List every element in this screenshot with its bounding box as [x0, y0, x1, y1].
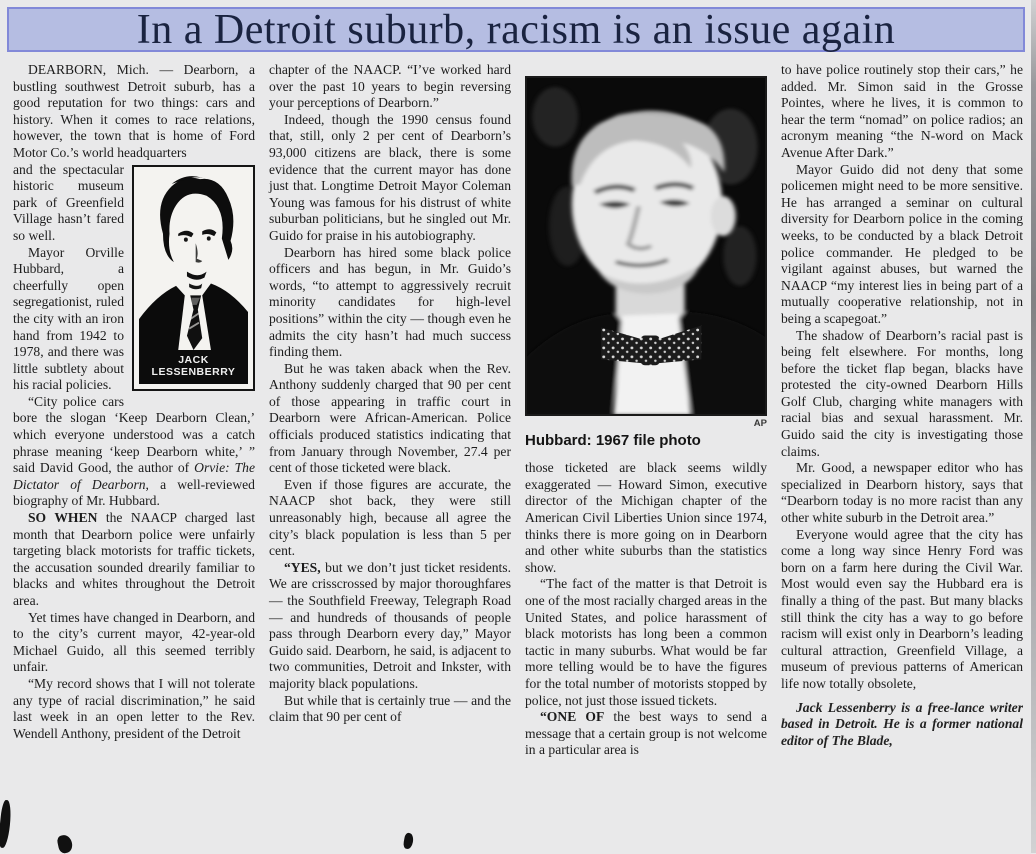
paragraph — [13, 510, 255, 610]
paragraph — [781, 328, 1023, 461]
hubbard-portrait-image — [525, 76, 767, 416]
paragraph — [525, 576, 767, 709]
paragraph-text: The shadow of Dearborn’s racial past is being felt elsewhere. For months, long before the ticket flap began, blacks have protested the city-owned Dearborn Hills Golf Club, charging white managers with racial bias and sexual harassment. Mr. Guido said the city is investigating those claims. — [781, 327, 1023, 459]
paragraph-text: Indeed, though the 1990 census found that, still, only 2 per cent of Dearborn’s 93,000 citizens are black, there is some evidence that the current mayor has done just that. Longtime Detroit Mayor Coleman Young was famous for his distrust of white suburban politicians, but he singled out Mr. Guido for praise in his autobiography. — [269, 111, 511, 243]
scan-edge — [1031, 0, 1036, 853]
author-inset-photo — [132, 165, 255, 391]
hubbard-photo-figure — [525, 76, 767, 449]
paragraph — [269, 361, 511, 477]
paragraph — [13, 610, 255, 676]
column-2 — [269, 62, 511, 850]
author-bio — [781, 700, 1023, 750]
paragraph-text: but we don’t just ticket residents. We are crisscrossed by major thoroughfares — the Southfield Freeway, Telegraph Road — and hundreds of thousands of people pass through Dearborn every day,” Mayor Guido said. Dearborn, he said, is adjacent to two communities, Detroit and Inkster, with majority black populations. — [269, 559, 511, 691]
paragraph-text: “City police cars bore the slogan ‘Keep Dearborn Clean,’ which everyone understood was a catch phrase meaning ‘keep Dearborn white,’ ” said David Good, the author of — [13, 393, 255, 476]
column-3 — [525, 62, 767, 850]
paragraph-text: But he was taken aback when the Rev. Anthony suddenly charged that 90 per cent of those appearing in traffic court in Dearborn were African-American. Police officials produced statistics indicating that from January through November, 27.4 per cent of those ticketed were black. — [269, 360, 511, 476]
paragraph-text: to have police routinely stop their cars,” he added. Mr. Simon said in the Grosse Pointes, where he lives, it is common to hear the term “nomad” on police radios; an acronym meaning “the N-word on Mack Avenue After Dark.” — [781, 62, 1023, 160]
paragraph — [269, 693, 511, 726]
paragraph-text: DEARBORN, Mich. — Dearborn, a bustling southwest Detroit suburb, has a good reputation for two things: cars and history. When it comes to race relations, however, the town that is home of Ford Motor Co.’s world headquarters — [13, 62, 255, 160]
headline-banner — [7, 7, 1025, 52]
author-portrait-image — [139, 172, 248, 350]
column-1 — [13, 62, 255, 850]
column-4 — [781, 62, 1023, 850]
paragraph — [269, 112, 511, 245]
article-headline: In a Detroit suburb, racism is an issue again — [136, 6, 896, 53]
paragraph-text: , a well-reviewed biography of Mr. Hubbard. — [13, 476, 255, 509]
paragraph — [13, 676, 255, 742]
bold-lead-in: “ONE OF — [540, 709, 605, 725]
paragraph — [781, 527, 1023, 693]
paragraph — [781, 162, 1023, 328]
paragraph — [781, 460, 1023, 526]
paragraph-text: But while that is certainly true — and the claim that 90 per cent of — [269, 692, 511, 725]
bold-lead-in: “YES, — [284, 559, 321, 575]
paragraph — [269, 560, 511, 693]
author-bio-text: Jack Lessenberry is a free-lance writer based in Detroit. He is a former national editor of The Blade, — [781, 699, 1023, 748]
author-name-line2: LESSENBERRY — [151, 366, 236, 379]
paragraph — [525, 460, 767, 576]
author-name-line1: JACK — [178, 353, 209, 366]
paragraph-text: Yet times have changed in Dearborn, and to the city’s current mayor, 42-year-old Michael Guido, all this seemed terribly unfair. — [13, 609, 255, 675]
paragraph-text: Mayor Guido did not deny that some policemen might need to be more sensitive. He has arranged a seminar on cultural diversity for Dearborn police in the coming weeks, to be conducted by a black Detroit police commander. He pledged to be vigilant against abuses, but warned the NAACP “my interest lies in being part of a mutually cooperative relationship, not in being a scapegoat.” — [781, 161, 1023, 326]
paragraph-text: Dearborn has hired some black police officers and has begun, in Mr. Guido’s words, “to attempt to aggressively recruit minority candidates for high-level positions” within the city — though even he admits the city hasn’t had much success finding them. — [269, 244, 511, 360]
paragraph-text: “My record shows that I will not tolerate any type of racial discrimination,” he said last week in an open letter to the Rev. Wendell Anthony, president of the Detroit — [13, 675, 255, 741]
ink-smudge — [0, 800, 12, 849]
book-title: Orvie: The Dictator of Dearborn — [13, 460, 255, 492]
paragraph — [781, 62, 1023, 162]
paragraph-text: and the spectacular historic museum park of Greenfield Village hasn’t fared so well. — [13, 161, 124, 243]
paragraph — [13, 62, 255, 162]
paragraph-text: Even if those figures are accurate, the NAACP shot back, they were still unreasonably high, because all agree the city’s black population is less than 5 per cent. — [269, 476, 511, 559]
photo-credit: AP — [753, 418, 767, 429]
paragraph-text: those ticketed are black seems wildly exaggerated — Howard Simon, executive director of the Michigan chapter of the American Civil Liberties Union since 1974, thinks there is more going on in Dearborn and other white suburbs than the statistics show. — [525, 460, 767, 575]
author-inset-caption — [139, 350, 248, 384]
paragraph — [269, 245, 511, 361]
paragraph — [269, 477, 511, 560]
paragraph-text: Mr. Good, a newspaper editor who has specialized in Dearborn history, says that “Dearborn today is no more racist than any other white suburb in the Detroit area.” — [781, 460, 1023, 526]
paragraph — [13, 394, 255, 510]
paragraph-text: Mayor Orville Hubbard, a cheerfully open segregationist, ruled the city with an iron hand from 1942 to 1978, and there was little subtlety about his racial policies. — [13, 244, 124, 393]
article-body — [13, 62, 1023, 850]
paragraph — [269, 62, 511, 112]
paragraph-text: the best ways to send a message that a certain group is not welcome in a particular area is — [525, 709, 768, 758]
paragraph — [525, 709, 767, 759]
paragraph-text: the NAACP charged last month that Dearborn police were unfairly targeting black motorists for traffic tickets, the accusation sounded drearily familiar to blacks and whites throughout the Detroit area. — [13, 510, 255, 608]
bold-lead-in: SO WHEN — [28, 510, 98, 526]
paragraph-text: “The fact of the matter is that Detroit is one of the most racially charged areas in the United States, and police harassment of black motorists has long been a common tactic in many suburbs. What would be far more telling would be to have the figures for the total number of motorists stopped by police, not just those issued tickets. — [525, 576, 767, 708]
paragraph-text: chapter of the NAACP. “I’ve worked hard over the past 10 years to begin reversing your perceptions of Dearborn.” — [269, 62, 511, 111]
photo-caption: Hubbard: 1967 file photo — [525, 431, 701, 449]
paragraph-text: Everyone would agree that the city has come a long way since Henry Ford was born on a farm here during the Civil War. Most would even say the Hubbard era is finally a thing of the past. But many blacks still think the city has a way to go before racism will exist only in Dearborn’s leading cultural attraction, Greenfield Village, a museum of previous patterns of American life now totally obsolete, — [781, 526, 1023, 691]
